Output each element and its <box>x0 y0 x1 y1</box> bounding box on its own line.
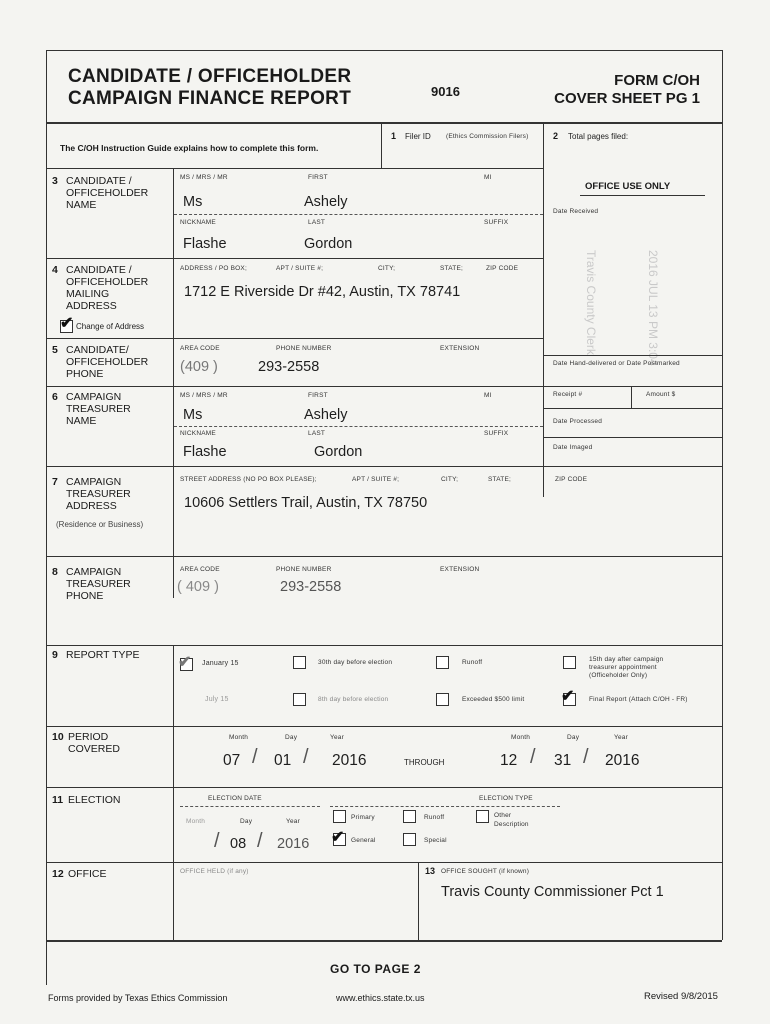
divider <box>46 726 722 727</box>
form-code: FORM C/OH <box>614 72 700 89</box>
filer-id-sub: (Ethics Commission Filers) <box>446 133 529 140</box>
exceeded-label: Exceeded $500 limit <box>462 696 525 703</box>
divider <box>46 862 722 863</box>
city-header: CITY; <box>378 265 396 272</box>
section-4-label: OFFICEHOLDER <box>66 276 149 288</box>
section-11-label: ELECTION <box>68 794 121 806</box>
date-received-label: Date Received <box>553 208 599 215</box>
divider <box>580 195 705 196</box>
section-5-num: 5 <box>52 344 58 356</box>
exceeded-checkbox[interactable] <box>436 693 449 706</box>
street-header: STREET ADDRESS (NO PO BOX PLEASE); <box>180 476 317 483</box>
address-header: ADDRESS / PO BOX; <box>180 265 247 272</box>
divider <box>180 806 320 807</box>
election-date-header: ELECTION DATE <box>208 795 262 802</box>
runoff-checkbox[interactable] <box>436 656 449 669</box>
first-name-header: FIRST <box>308 174 328 181</box>
go-to-page-2: GO TO PAGE 2 <box>330 962 421 976</box>
final-report-label: Final Report (Attach C/OH - FR) <box>589 696 688 703</box>
date-separator: / <box>530 746 536 768</box>
zip-header: ZIP CODE <box>486 265 519 272</box>
state-header: STATE; <box>440 265 463 272</box>
receipt-label: Receipt # <box>553 391 583 398</box>
section-9-num: 9 <box>52 649 58 661</box>
section-8-label: TREASURER <box>66 578 131 590</box>
total-pages-label: Total pages filed: <box>568 132 629 141</box>
section-3-label: OFFICEHOLDER <box>66 187 149 199</box>
divider <box>46 940 722 942</box>
month-header: Month <box>186 818 206 825</box>
last-name-header: LAST <box>308 430 326 437</box>
jul15-label: July 15 <box>205 696 229 703</box>
section-3-label: NAME <box>66 199 97 211</box>
divider <box>381 122 382 168</box>
day15-label: (Officeholder Only) <box>589 672 648 679</box>
treasurer-address[interactable]: 10606 Settlers Trail, Austin, TX 78750 <box>184 495 428 511</box>
section-8-label: PHONE <box>66 590 104 602</box>
label-column-divider <box>173 645 174 940</box>
divider <box>46 466 722 467</box>
treasurer-first-name[interactable]: Ashely <box>304 407 348 423</box>
city-header: CITY; <box>441 476 459 483</box>
extension-header: EXTENSION <box>440 566 480 573</box>
from-year[interactable]: 2016 <box>332 752 367 769</box>
section-6-label: NAME <box>66 415 97 427</box>
treasurer-phone[interactable]: 293-2558 <box>280 579 342 595</box>
checkmark-icon: ✔ <box>60 315 74 332</box>
section-3-num: 3 <box>52 175 58 187</box>
treasurer-area-code[interactable]: ( 409 ) <box>177 579 219 595</box>
section-8-num: 8 <box>52 566 58 578</box>
apt-header: APT / SUITE #; <box>276 265 324 272</box>
section-3-label: CANDIDATE / <box>66 175 132 187</box>
residence-note: (Residence or Business) <box>56 520 144 529</box>
general-label: General <box>351 837 376 844</box>
section-4-label: ADDRESS <box>66 300 117 312</box>
form-title-line1: CANDIDATE / OFFICEHOLDER <box>68 66 352 87</box>
through-label: THROUGH <box>404 758 445 767</box>
date-separator: / <box>252 746 258 768</box>
day-header: Day <box>240 818 253 825</box>
office-use-title: OFFICE USE ONLY <box>585 181 671 192</box>
section-7-label: ADDRESS <box>66 500 117 512</box>
runoff-label: Runoff <box>424 814 445 821</box>
date-processed-label: Date Processed <box>553 418 603 425</box>
divider <box>46 556 722 557</box>
section-4-label: CANDIDATE / <box>66 264 132 276</box>
other-label: Other <box>494 812 512 819</box>
filer-id-num: 1 <box>391 131 397 141</box>
section-6-label: CAMPAIGN <box>66 391 122 403</box>
year-header: Year <box>330 734 344 741</box>
frame-left <box>46 50 47 985</box>
label-column-divider <box>173 168 174 598</box>
divider <box>543 355 722 356</box>
treasurer-nickname[interactable]: Flashe <box>183 444 227 460</box>
divider <box>46 787 722 788</box>
divider <box>330 806 560 807</box>
divider <box>46 338 543 339</box>
ethics-url[interactable]: www.ethics.state.tx.us <box>336 993 425 1003</box>
candidate-first-name[interactable]: Ashely <box>304 194 348 210</box>
nickname-header: NICKNAME <box>180 219 216 226</box>
divider <box>46 645 722 646</box>
forms-provided-by: Forms provided by Texas Ethics Commission <box>48 993 228 1003</box>
divider <box>418 862 419 940</box>
day-header: Day <box>567 734 580 741</box>
divider <box>174 214 543 215</box>
from-day[interactable]: 01 <box>274 752 292 769</box>
date-hand-delivered-label: Date Hand-delivered or Date Postmarked <box>553 360 680 367</box>
date-separator: / <box>583 746 589 768</box>
candidate-address[interactable]: 1712 E Riverside Dr #42, Austin, TX 78741 <box>184 284 461 300</box>
day8-checkbox[interactable] <box>293 693 306 706</box>
clerk-stamp-date: 2016 JUL 13 PM 3:04 <box>646 250 660 366</box>
nickname-header: NICKNAME <box>180 430 216 437</box>
mi-header: MI <box>484 174 492 181</box>
year-header: Year <box>286 818 300 825</box>
section-4-label: MAILING <box>66 288 110 300</box>
section-6-label: TREASURER <box>66 403 131 415</box>
divider <box>174 426 543 427</box>
day30-label: 30th day before election <box>318 659 393 666</box>
primary-label: Primary <box>351 814 375 821</box>
section-13-num: 13 <box>425 866 436 876</box>
section-5-label: CANDIDATE/ <box>66 344 129 356</box>
other-checkbox[interactable] <box>476 810 489 823</box>
office-sought-header: OFFICE SOUGHT (if known) <box>441 868 530 875</box>
checkmark-icon: ✔ <box>331 829 345 846</box>
mi-header: MI <box>484 392 492 399</box>
phone-header: PHONE NUMBER <box>276 566 332 573</box>
area-code-header: AREA CODE <box>180 345 220 352</box>
change-address-label: Change of Address <box>76 322 145 331</box>
section-10-num: 10 <box>52 731 64 743</box>
amount-label: Amount $ <box>646 391 676 398</box>
header-divider <box>46 122 722 124</box>
office-column-divider <box>543 122 544 497</box>
clerk-stamp: Travis County Clerk <box>584 250 598 355</box>
divider <box>543 408 722 409</box>
section-9-label: REPORT TYPE <box>66 649 140 661</box>
section-11-num: 11 <box>52 794 64 806</box>
apt-header: APT / SUITE #; <box>352 476 400 483</box>
first-name-header: FIRST <box>308 392 328 399</box>
day15-label: treasurer appointment <box>589 664 657 671</box>
election-year[interactable]: 2016 <box>277 836 310 852</box>
office-sought-value[interactable]: Travis County Commissioner Pct 1 <box>441 884 664 900</box>
to-day[interactable]: 31 <box>554 752 572 769</box>
day15-label: 15th day after campaign <box>589 656 664 663</box>
area-code-header: AREA CODE <box>180 566 220 573</box>
election-type-header: ELECTION TYPE <box>479 795 533 802</box>
month-header: Month <box>229 734 249 741</box>
section-4-num: 4 <box>52 264 58 276</box>
prefix-header: MS / MRS / MR <box>180 392 228 399</box>
prefix-header: MS / MRS / MR <box>180 174 228 181</box>
section-5-label: PHONE <box>66 368 104 380</box>
to-year[interactable]: 2016 <box>605 752 640 769</box>
form-number: 9016 <box>431 84 460 99</box>
section-7-label: TREASURER <box>66 488 131 500</box>
treasurer-last-name[interactable]: Gordon <box>314 444 363 460</box>
divider <box>543 437 722 438</box>
form-title-line2: CAMPAIGN FINANCE REPORT <box>68 88 352 109</box>
day8-label: 8th day before election <box>318 696 389 703</box>
filer-id-label: Filer ID <box>405 132 431 141</box>
phone-header: PHONE NUMBER <box>276 345 332 352</box>
day30-checkbox[interactable] <box>293 656 306 669</box>
year-header: Year <box>614 734 628 741</box>
suffix-header: SUFFIX <box>484 219 509 226</box>
candidate-phone[interactable]: 293-2558 <box>258 359 320 375</box>
from-month[interactable]: 07 <box>223 752 241 769</box>
total-pages-num: 2 <box>553 131 559 141</box>
runoff-label: Runoff <box>462 659 483 666</box>
section-10-label: PERIOD <box>68 731 109 743</box>
frame-top <box>46 50 722 51</box>
candidate-prefix[interactable]: Ms <box>183 194 203 210</box>
date-separator: / <box>257 830 263 852</box>
to-month[interactable]: 12 <box>500 752 518 769</box>
office-held-header: OFFICE HELD (if any) <box>180 868 249 875</box>
treasurer-prefix[interactable]: Ms <box>183 407 203 423</box>
last-name-header: LAST <box>308 219 326 226</box>
section-10-label: COVERED <box>68 743 120 755</box>
suffix-header: SUFFIX <box>484 430 509 437</box>
cover-sheet-label: COVER SHEET PG 1 <box>554 90 700 107</box>
date-imaged-label: Date Imaged <box>553 444 593 451</box>
divider <box>46 168 543 169</box>
revised-date: Revised 9/8/2015 <box>644 991 718 1002</box>
divider <box>46 258 543 259</box>
day15-checkbox[interactable] <box>563 656 576 669</box>
divider <box>46 386 543 387</box>
date-separator: / <box>214 830 220 852</box>
election-day[interactable]: 08 <box>230 836 247 852</box>
extension-header: EXTENSION <box>440 345 480 352</box>
section-12-num: 12 <box>52 868 64 880</box>
zip-header: ZIP CODE <box>555 476 588 483</box>
candidate-last-name[interactable]: Gordon <box>304 236 353 252</box>
section-7-label: CAMPAIGN <box>66 476 122 488</box>
runoff-checkbox[interactable] <box>403 810 416 823</box>
divider <box>543 386 722 387</box>
frame-right <box>722 50 723 940</box>
special-checkbox[interactable] <box>403 833 416 846</box>
primary-checkbox[interactable] <box>333 810 346 823</box>
section-8-label: CAMPAIGN <box>66 566 122 578</box>
month-header: Month <box>511 734 531 741</box>
other-description-label: Description <box>494 821 529 828</box>
instruction-text: The C/OH Instruction Guide explains how to complete this form. <box>60 143 319 153</box>
section-5-label: OFFICEHOLDER <box>66 356 149 368</box>
section-7-num: 7 <box>52 476 58 488</box>
special-label: Special <box>424 837 447 844</box>
section-6-num: 6 <box>52 391 58 403</box>
jan15-label: January 15 <box>202 660 239 667</box>
state-header: STATE; <box>488 476 511 483</box>
day-header: Day <box>285 734 298 741</box>
checkmark-icon: ✔ <box>178 654 192 671</box>
date-separator: / <box>303 746 309 768</box>
section-12-label: OFFICE <box>68 868 107 880</box>
candidate-nickname[interactable]: Flashe <box>183 236 227 252</box>
checkmark-icon: ✔ <box>561 688 575 705</box>
divider <box>631 386 632 408</box>
candidate-area-code[interactable]: (409 ) <box>180 359 218 375</box>
